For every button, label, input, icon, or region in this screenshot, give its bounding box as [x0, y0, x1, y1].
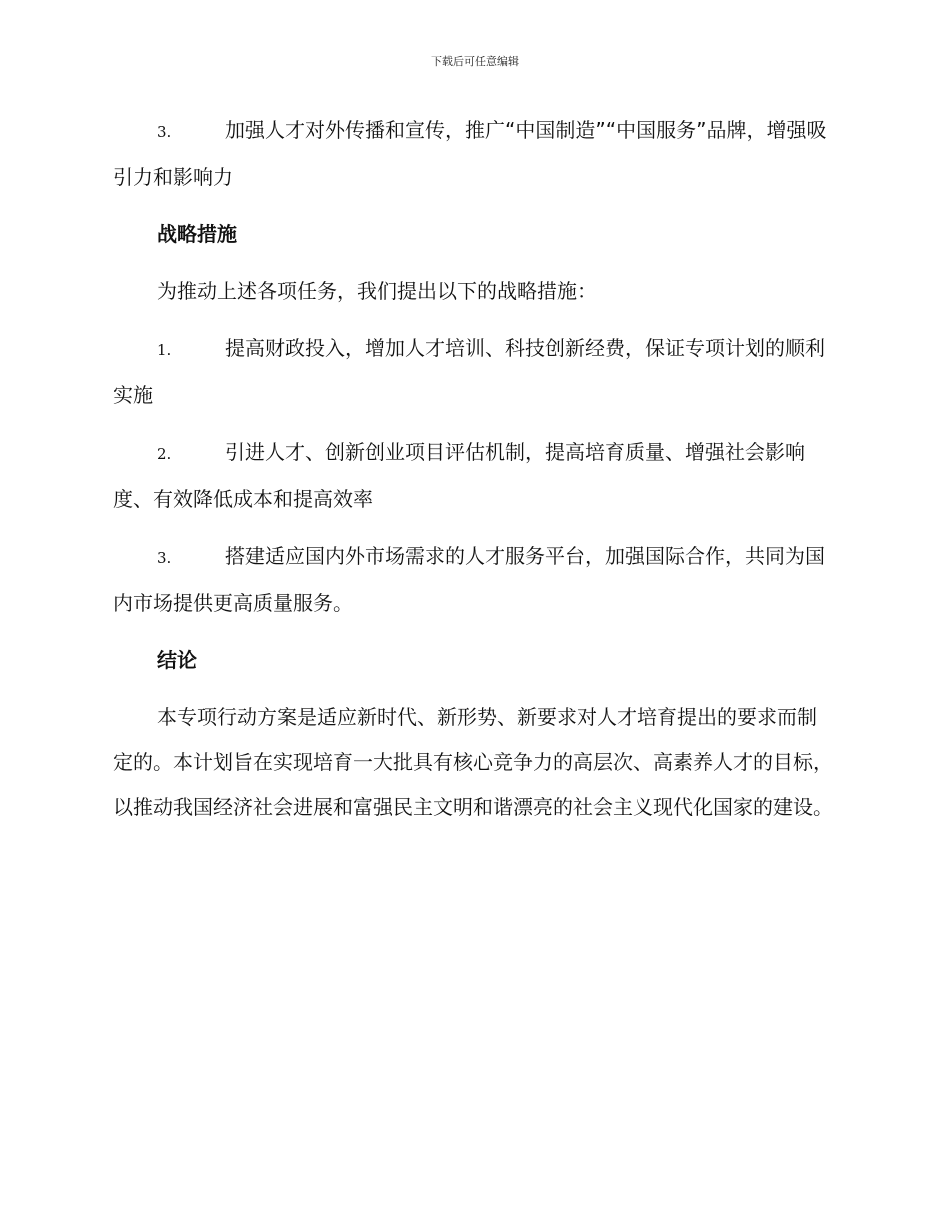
- strategy-intro: 为推动上述各项任务，我们提出以下的战略措施：: [157, 279, 597, 303]
- list-item: [113, 534, 833, 626]
- list-number: 2.: [157, 445, 172, 463]
- list-text: 加强人才对外传播和宣传，推广“中国制造”“中国服务”品牌，增强吸引力和影响力: [113, 118, 827, 189]
- list-number: 1.: [157, 341, 172, 359]
- document-body: [113, 108, 833, 842]
- list-text: 引进人才、创新创业项目评估机制，提高培育质量、增强社会影响度、有效降低成本和提高效率: [113, 440, 805, 511]
- list-text: 提高财政投入，增加人才培训、科技创新经费，保证专项计划的顺利实施: [113, 336, 825, 407]
- list-number: 3.: [157, 549, 172, 567]
- list-item: [113, 326, 833, 418]
- list-item: [113, 430, 833, 522]
- section-heading-strategy: 战略措施: [157, 222, 237, 246]
- page-header: 下载后可任意编辑: [431, 55, 519, 68]
- list-item: [113, 108, 833, 200]
- section-heading-conclusion: 结论: [157, 648, 197, 672]
- list-number: 3.: [157, 123, 172, 141]
- conclusion-paragraph: 本专项行动方案是适应新时代、新形势、新要求对人才培育提出的要求而制定的。本计划旨在实现培育一大批具有核心竞争力的高层次、高素养人才的目标，以推动我国经济社会进展和富强民主文明和谐漂亮的社会主义现代化国家的建设。: [113, 705, 833, 819]
- list-text: 搭建适应国内外市场需求的人才服务平台，加强国际合作，共同为国内市场提供更高质量服务。: [113, 544, 825, 615]
